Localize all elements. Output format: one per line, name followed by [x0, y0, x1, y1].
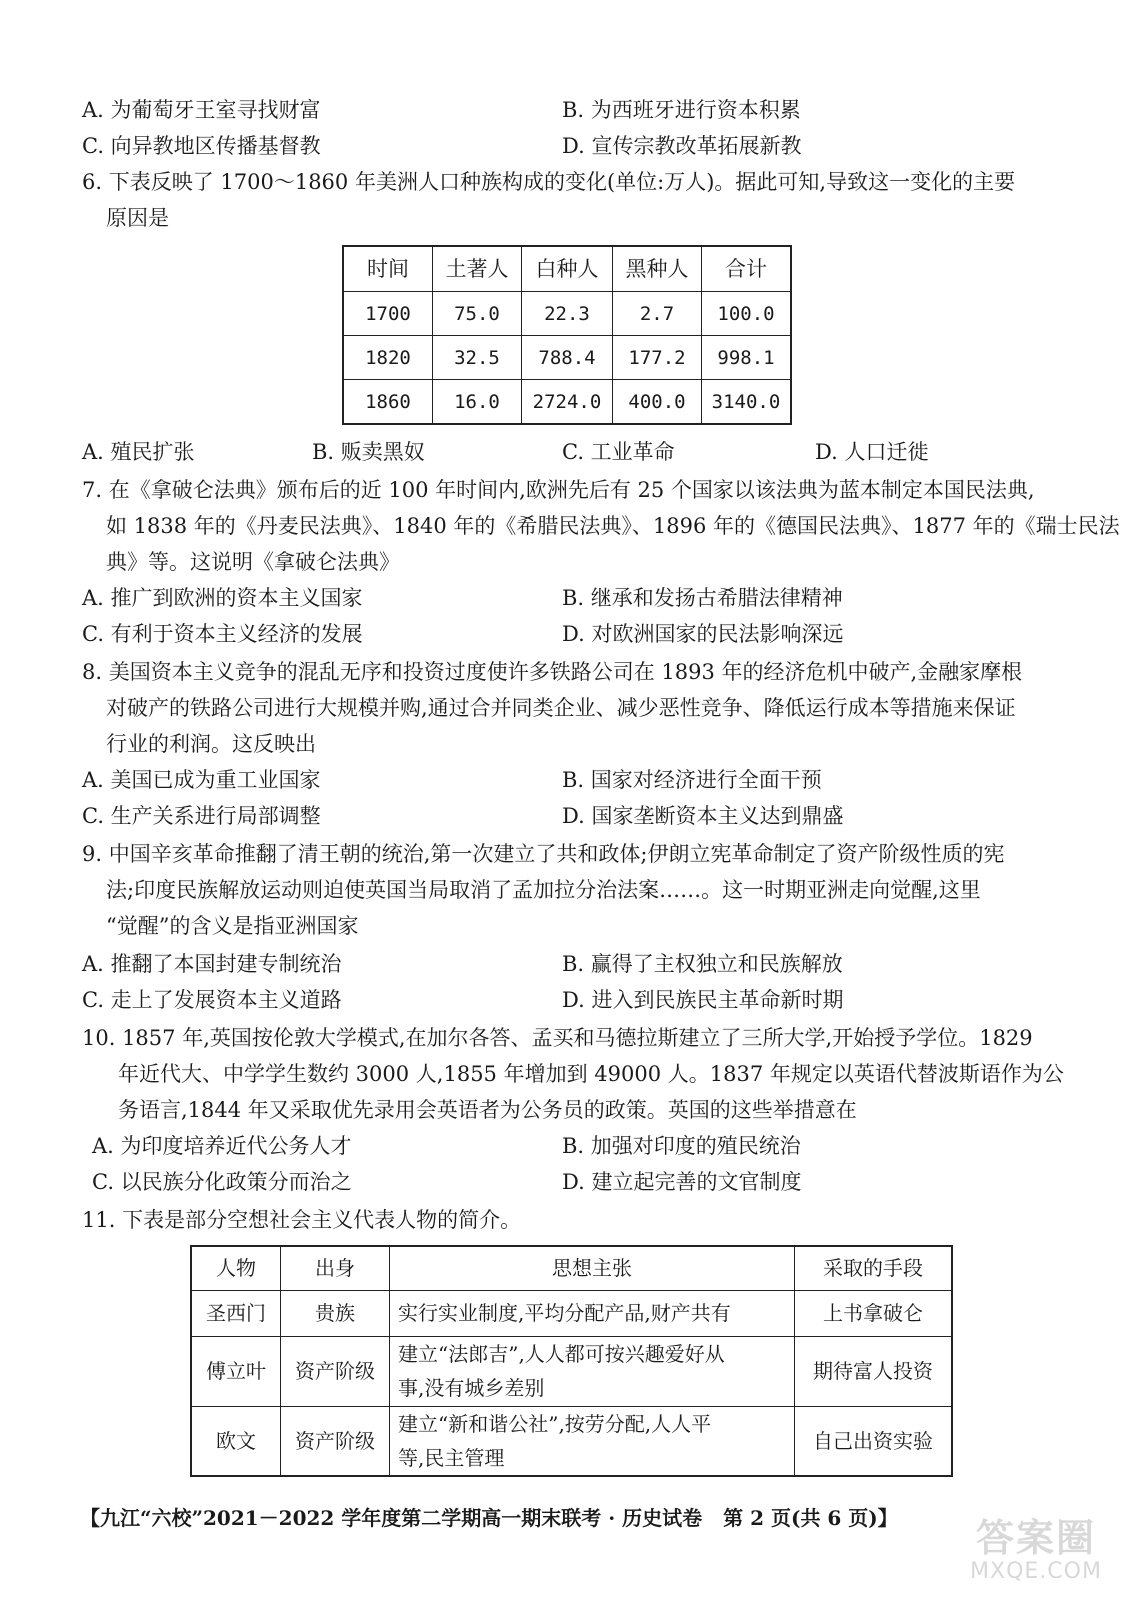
q10-options-row-1: [0, 1128, 1133, 1164]
q9-stem: [82, 836, 1062, 944]
q7-options-row-1: [0, 580, 1133, 616]
q8-stem-line: 8. 美国资本主义竞争的混乱无序和投资过度使许多铁路公司在 1893 年的经济危机中破产,金融家摩根: [82, 660, 1023, 684]
q6-option-c: C. 工业革命: [562, 440, 675, 464]
table-row: [343, 380, 791, 425]
q6-population-table: [342, 245, 792, 425]
q10-option-d: D. 建立起完善的文官制度: [562, 1170, 802, 1194]
q10-stem-line: 10. 1857 年,英国按伦敦大学模式,在加尔各答、孟买和马德拉斯建立了三所大学,开始授予学位。1829: [82, 1026, 1033, 1050]
table-cell: 788.4: [522, 336, 613, 380]
table-cell: 16.0: [433, 380, 522, 425]
q8-option-d: D. 国家垄断资本主义达到鼎盛: [562, 804, 844, 828]
q8-stem: [82, 654, 1062, 762]
q8-option-c: C. 生产关系进行局部调整: [82, 804, 321, 828]
table-cell: 100.0: [702, 292, 792, 336]
table-header-cell: 采取的手段: [795, 1246, 953, 1290]
table-header-cell: 思想主张: [390, 1246, 795, 1290]
idea-line: 建立“新和谐公社”,按劳分配,人人平: [398, 1411, 712, 1436]
table-cell: 贵族: [281, 1290, 390, 1336]
table-cell: 3140.0: [702, 380, 792, 425]
table-header-row: [343, 246, 791, 292]
table-cell: 1700: [343, 292, 433, 336]
q6-stem-line: 原因是: [106, 206, 169, 230]
q11-socialists-table: [190, 1245, 953, 1477]
q9-options-row-1: [0, 946, 1133, 982]
q7-option-c: C. 有利于资本主义经济的发展: [82, 622, 363, 646]
q7-stem-line: 7. 在《拿破仑法典》颁布后的近 100 年时间内,欧洲先后有 25 个国家以该法典为蓝本制定本国民法典,: [82, 478, 1035, 502]
q8-option-b: B. 国家对经济进行全面干预: [562, 768, 822, 792]
table-row: [343, 292, 791, 336]
q6-option-d: D. 人口迁徙: [815, 440, 929, 464]
q7-stem-line: 典》等。这说明《拿破仑法典》: [106, 550, 400, 574]
q8-stem-line: 对破产的铁路公司进行大规模并购,通过合并同类企业、减少恶性竞争、降低运行成本等措施来保证: [106, 696, 1016, 720]
table-header-cell: 黑种人: [613, 246, 702, 292]
table-cell: [390, 1336, 795, 1406]
table-header-cell: 白种人: [522, 246, 613, 292]
table-cell: 2724.0: [522, 380, 613, 425]
q8-stem-line: 行业的利润。这反映出: [106, 732, 316, 756]
footer-page-number: 第 2 页(共 6 页)】: [723, 1506, 898, 1530]
q6-option-a: A. 殖民扩张: [82, 440, 195, 464]
q7-options-row-2: [0, 616, 1133, 652]
q11-stem: [82, 1202, 1062, 1238]
q7-stem-line: 如 1838 年的《丹麦民法典》、1840 年的《希腊民法典》、1896 年的《德国民法典》、1877 年的《瑞士民法: [106, 514, 1120, 538]
table-cell: 400.0: [613, 380, 702, 425]
table-cell: 资产阶级: [281, 1336, 390, 1406]
q5-option-c: C. 向异教地区传播基督教: [82, 134, 321, 158]
table-row: [343, 336, 791, 380]
q6-stem: [82, 164, 1062, 236]
q10-option-b: B. 加强对印度的殖民统治: [562, 1134, 801, 1158]
q10-options-row-2: [0, 1164, 1133, 1200]
table-cell: 欧文: [191, 1406, 281, 1476]
q7-stem: [82, 472, 1120, 580]
table-cell: [390, 1406, 795, 1476]
q9-option-b: B. 赢得了主权独立和民族解放: [562, 952, 843, 976]
q10-stem: [82, 1020, 1062, 1128]
table-cell: 圣西门: [191, 1290, 281, 1336]
q9-stem-line: 法;印度民族解放运动则迫使英国当局取消了孟加拉分治法案……。这一时期亚洲走向觉醒,这里: [106, 878, 981, 902]
q5-option-a: A. 为葡萄牙王室寻找财富: [82, 98, 321, 122]
q9-options-row-2: [0, 982, 1133, 1018]
table-cell: 实行实业制度,平均分配产品,财产共有: [390, 1290, 795, 1336]
q5-option-b: B. 为西班牙进行资本积累: [562, 98, 801, 122]
q10-stem-line: 务语言,1844 年又采取优先录用会英语者为公务员的政策。英国的这些举措意在: [118, 1098, 857, 1122]
q11-stem-line: 11. 下表是部分空想社会主义代表人物的简介。: [82, 1208, 522, 1232]
table-cell: 傅立叶: [191, 1336, 281, 1406]
site-watermark: [961, 1516, 1111, 1586]
q7-option-a: A. 推广到欧洲的资本主义国家: [82, 586, 363, 610]
q8-options-row-1: [0, 762, 1133, 798]
q10-option-c: C. 以民族分化政策分而治之: [92, 1170, 352, 1194]
table-row: [191, 1290, 952, 1336]
q10-stem-line: 年近代大、中学学生数约 3000 人,1855 年增加到 49000 人。1837 年规定以英语代替波斯语作为公: [118, 1062, 1064, 1086]
q8-options-row-2: [0, 798, 1133, 834]
idea-line: 等,民主管理: [398, 1445, 505, 1470]
q6-stem-line: 6. 下表反映了 1700～1860 年美洲人口种族构成的变化(单位:万人)。据此可知,导致这一变化的主要: [82, 170, 1016, 194]
watermark-logo-text: 答案圈: [975, 1516, 1096, 1560]
table-cell: 1860: [343, 380, 433, 425]
table-cell: 上书拿破仑: [795, 1290, 953, 1336]
table-row: [191, 1336, 952, 1406]
page-footer: [80, 1500, 898, 1540]
table-cell: 22.3: [522, 292, 613, 336]
q10-option-a: A. 为印度培养近代公务人才: [92, 1134, 352, 1158]
table-cell: 期待富人投资: [795, 1336, 953, 1406]
table-cell: 1820: [343, 336, 433, 380]
table-header-cell: 土著人: [433, 246, 522, 292]
table-header-row: [191, 1246, 952, 1290]
idea-line: 建立“法郎吉”,人人都可按兴趣爱好从: [398, 1342, 725, 1366]
table-header-cell: 出身: [281, 1246, 390, 1290]
idea-line: 事,没有城乡差别: [398, 1376, 545, 1400]
q7-option-b: B. 继承和发扬古希腊法律精神: [562, 586, 843, 610]
q9-option-c: C. 走上了发展资本主义道路: [82, 988, 342, 1012]
table-cell: 2.7: [613, 292, 702, 336]
q9-option-a: A. 推翻了本国封建专制统治: [82, 952, 342, 976]
table-cell: 177.2: [613, 336, 702, 380]
q9-stem-line: 9. 中国辛亥革命推翻了清王朝的统治,第一次建立了共和政体;伊朗立宪革命制定了资产阶级性质的宪: [82, 842, 1005, 866]
footer-title: 【九江“六校”2021－2022 学年度第二学期高一期末联考 · 历史试卷: [80, 1506, 703, 1530]
table-cell: 75.0: [433, 292, 522, 336]
table-cell: 自己出资实验: [795, 1406, 953, 1476]
q8-option-a: A. 美国已成为重工业国家: [82, 768, 321, 792]
table-header-cell: 人物: [191, 1246, 281, 1290]
q5-options-row-1: [0, 92, 1133, 128]
table-cell: 资产阶级: [281, 1406, 390, 1476]
q9-option-d: D. 进入到民族民主革命新时期: [562, 988, 844, 1012]
table-header-cell: 合计: [702, 246, 792, 292]
table-header-cell: 时间: [343, 246, 433, 292]
q7-option-d: D. 对欧洲国家的民法影响深远: [562, 622, 844, 646]
q6-options-row: [0, 434, 1133, 470]
table-cell: 998.1: [702, 336, 792, 380]
q6-option-b: B. 贩卖黑奴: [312, 440, 425, 464]
q5-option-d: D. 宣传宗教改革拓展新教: [562, 134, 802, 158]
q9-stem-line: “觉醒”的含义是指亚洲国家: [106, 914, 359, 938]
table-row: [191, 1406, 952, 1476]
watermark-url: MXQE.COM: [970, 1559, 1102, 1584]
q5-options-row-2: [0, 128, 1133, 164]
table-cell: 32.5: [433, 336, 522, 380]
